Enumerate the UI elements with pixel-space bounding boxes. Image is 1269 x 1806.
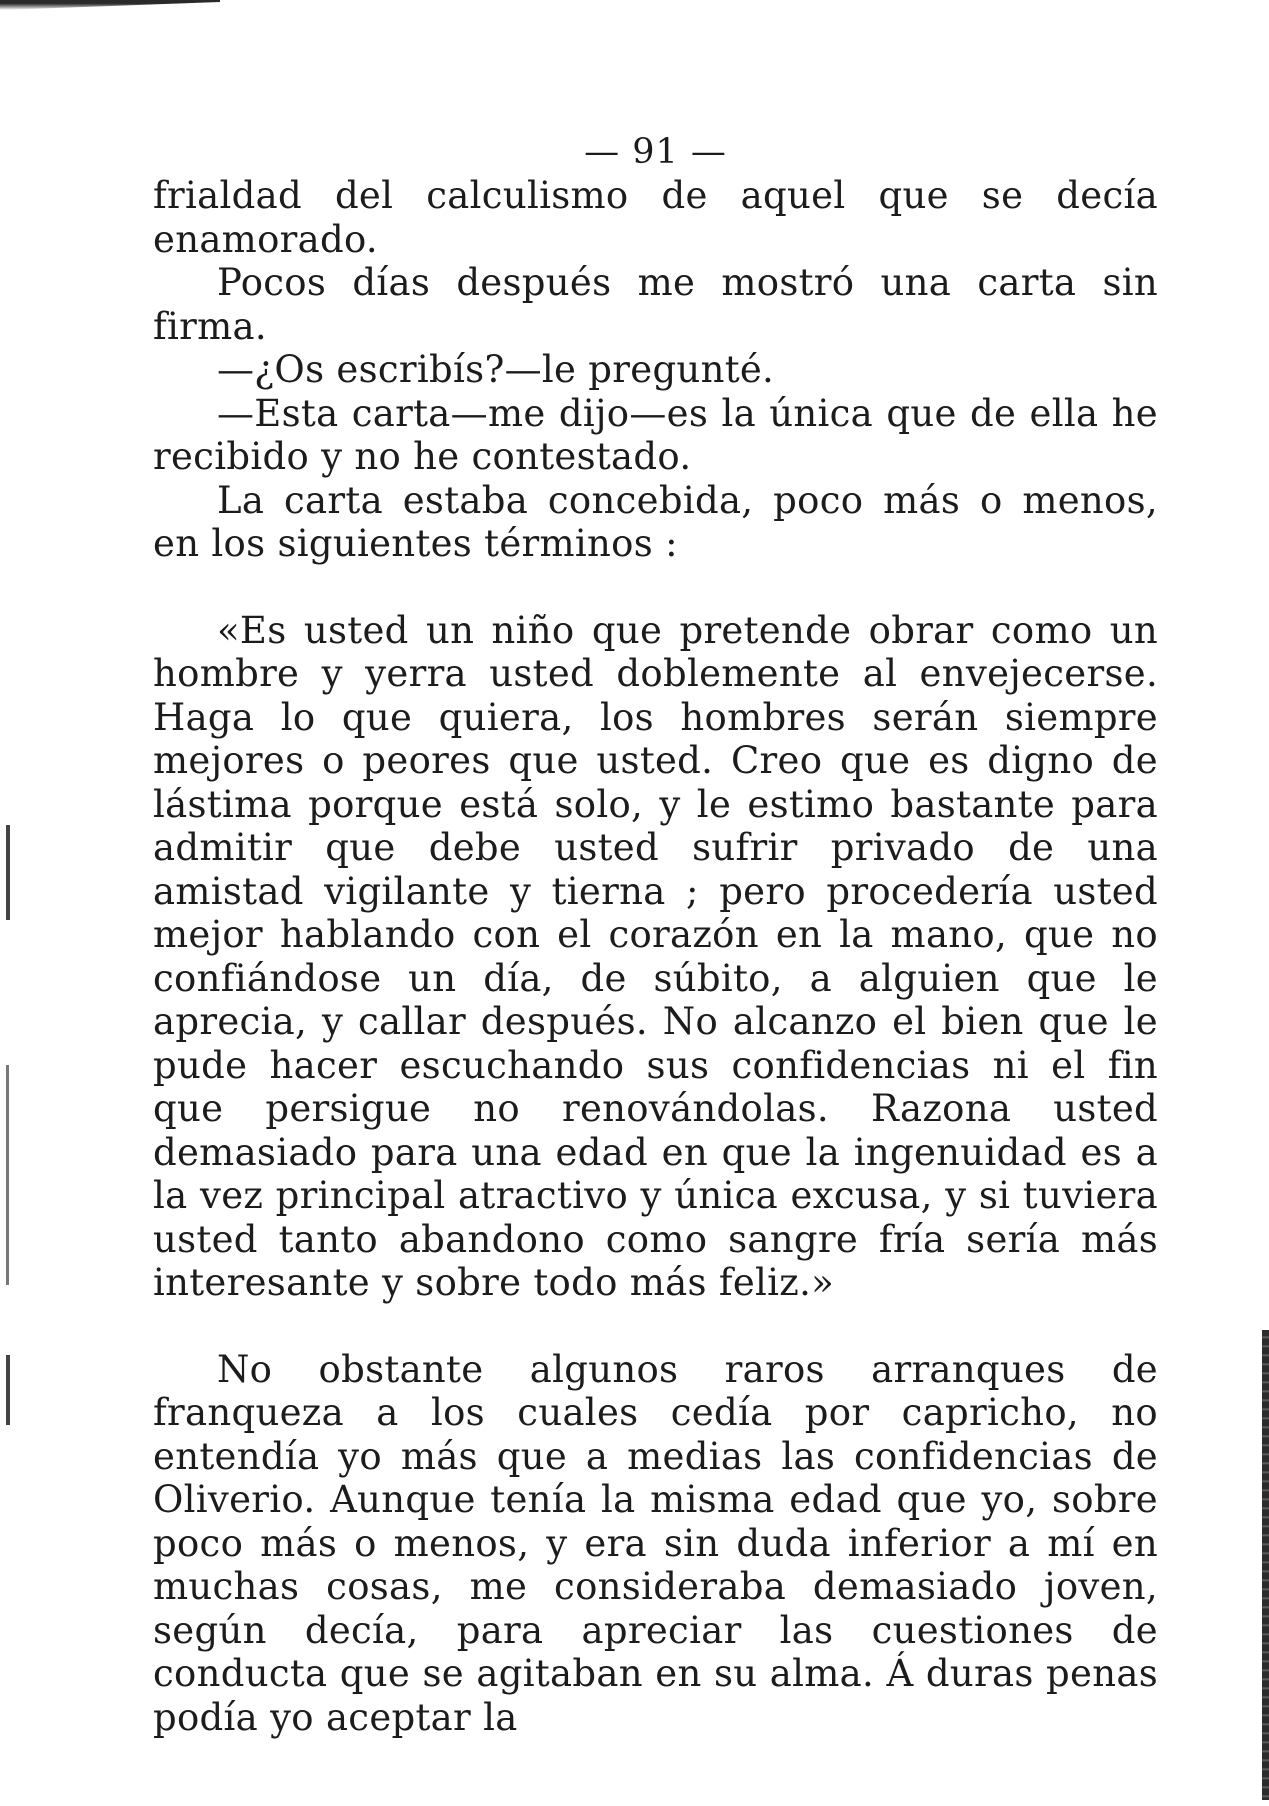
dialogue-line: —Esta carta—me dijo—es la única que de ella he recibido y no he contestado.	[153, 391, 1158, 478]
scan-edge-mark	[6, 1065, 9, 1285]
paragraph: La carta estaba concebida, poco más o menos, en los siguientes términos :	[153, 478, 1158, 565]
page-number: — 91 —	[584, 132, 727, 172]
book-page	[153, 130, 1158, 1739]
section-gap	[153, 566, 1158, 609]
scan-edge-mark	[6, 1355, 10, 1425]
paragraph: Pocos días después me mostró una carta sin firma.	[153, 261, 1158, 348]
scan-edge-mark	[6, 825, 10, 920]
scan-binding-edge	[1262, 1330, 1269, 1800]
page-text	[153, 174, 1158, 1739]
quoted-letter: «Es usted un niño que pretende obrar como un hombre y yerra usted doblemente al envejecerse. Haga lo que quiera, los hombres serán siempre mejores o peores que usted. Creo que es digno de lástima porque está solo, y le estimo bastante para admitir que debe usted sufrir privado de una amistad vigilante y tierna ; pero procedería usted mejor hablando con el corazón en la mano, que no confiándose un día, de súbito, a alguien que le aprecia, y callar después. No alcanzo el bien que le pude hacer escuchando sus confidencias ni el fin que persigue no renovándolas. Razona usted demasiado para una edad en que la ingenuidad es a la vez principal atractivo y única excusa, y si tuviera usted tanto abandono como sangre fría sería más interesante y sobre todo más feliz.»	[153, 608, 1158, 1304]
paragraph: No obstante algunos raros arranques de franqueza a los cuales cedía por capricho, no entendía yo más que a medias las confidencias de Oliverio. Aunque tenía la misma edad que yo, sobre poco más o menos, y era sin duda inferior a mí en muchas cosas, me consideraba demasiado joven, según decía, para apreciar las cuestiones de conducta que se agitaban en su alma. Á duras penas podía yo aceptar la	[153, 1347, 1158, 1739]
dialogue-line: —¿Os escribís?—le pregunté.	[217, 348, 775, 391]
section-gap	[153, 1305, 1158, 1348]
scan-corner-mark	[0, 0, 220, 10]
paragraph-continued: frialdad del calculismo de aquel que se decía enamorado.	[153, 174, 1158, 261]
